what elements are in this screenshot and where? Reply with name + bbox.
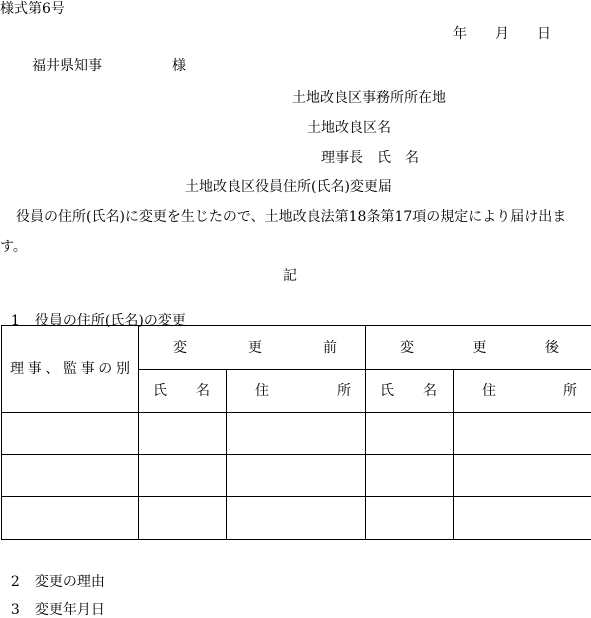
role-header-char: 監 xyxy=(63,362,77,376)
before-address-cell xyxy=(227,455,366,497)
after-address-cell xyxy=(454,413,591,455)
role-cell xyxy=(2,497,139,540)
before-change-header xyxy=(139,341,365,355)
before-name-cell xyxy=(139,413,227,455)
date-line: 年 月 日 xyxy=(453,26,551,42)
role-cell xyxy=(2,455,139,497)
ki-label: 記 xyxy=(283,268,297,284)
role-header-cell xyxy=(2,326,139,413)
role-header-char: 理 xyxy=(10,362,24,376)
change-table xyxy=(1,325,591,540)
address-header-char: 住 xyxy=(482,384,496,398)
addressee: 福井県知事 様 xyxy=(32,58,186,74)
before-address-header-cell xyxy=(227,370,366,413)
after-name-cell xyxy=(366,455,454,497)
before-name-header xyxy=(139,384,226,398)
after-header-char: 後 xyxy=(545,341,559,355)
table-row xyxy=(2,413,591,455)
after-address-cell xyxy=(454,497,591,540)
role-header-char: 事 xyxy=(28,362,42,376)
after-name-cell xyxy=(366,413,454,455)
before-header-char: 前 xyxy=(323,341,337,355)
name-header-char: 名 xyxy=(423,384,437,398)
before-address-cell xyxy=(227,413,366,455)
address-header-char: 所 xyxy=(337,384,351,398)
section-3-label: 変更年月日 xyxy=(35,602,105,618)
document-title: 土地改良区役員住所(氏名)変更届 xyxy=(185,179,392,195)
before-name-cell xyxy=(139,497,227,540)
after-name-header xyxy=(366,384,453,398)
role-cell xyxy=(2,413,139,455)
after-change-header-cell xyxy=(366,326,591,370)
section-1-number: 1 xyxy=(11,313,35,329)
form-number: 様式第6号 xyxy=(0,1,65,17)
address-header-char: 住 xyxy=(255,384,269,398)
after-header-char: 変 xyxy=(400,341,414,355)
before-address-cell xyxy=(227,497,366,540)
after-name-header-cell xyxy=(366,370,454,413)
before-header-char: 変 xyxy=(173,341,187,355)
after-address-header-cell xyxy=(454,370,591,413)
section-2-number: 2 xyxy=(11,574,35,590)
after-address-cell xyxy=(454,455,591,497)
sender-chief-name: 理事長 氏 名 xyxy=(321,150,419,166)
after-change-header xyxy=(366,341,591,355)
after-name-cell xyxy=(366,497,454,540)
name-header-char: 氏 xyxy=(380,384,394,398)
name-header-char: 氏 xyxy=(153,384,167,398)
sender-office-address: 土地改良区事務所所在地 xyxy=(292,90,446,106)
section-1-label: 役員の住所(氏名)の変更 xyxy=(35,313,186,329)
body-text-line-1: 役員の住所(氏名)に変更を生じたので、土地改良法第18条第17項の規定により届け出ま xyxy=(16,209,566,225)
role-header-char: 別 xyxy=(116,362,130,376)
role-header-char: 、 xyxy=(45,362,59,376)
section-3-heading xyxy=(2,586,105,618)
table-row xyxy=(2,497,591,540)
section-2-label: 変更の理由 xyxy=(35,574,105,590)
after-address-header xyxy=(454,384,591,398)
body-text-line-2: す。 xyxy=(0,239,27,255)
sender-district-name: 土地改良区名 xyxy=(307,120,391,136)
before-name-cell xyxy=(139,455,227,497)
role-header-char: 事 xyxy=(81,362,95,376)
after-header-char: 更 xyxy=(473,341,487,355)
role-header-label xyxy=(2,362,138,376)
before-header-char: 更 xyxy=(248,341,262,355)
before-name-header-cell xyxy=(139,370,227,413)
before-change-header-cell xyxy=(139,326,366,370)
before-address-header xyxy=(227,384,365,398)
name-header-char: 名 xyxy=(196,384,210,398)
address-header-char: 所 xyxy=(563,384,577,398)
section-3-number: 3 xyxy=(11,602,35,618)
table-row xyxy=(2,455,591,497)
role-header-char: の xyxy=(98,362,112,376)
